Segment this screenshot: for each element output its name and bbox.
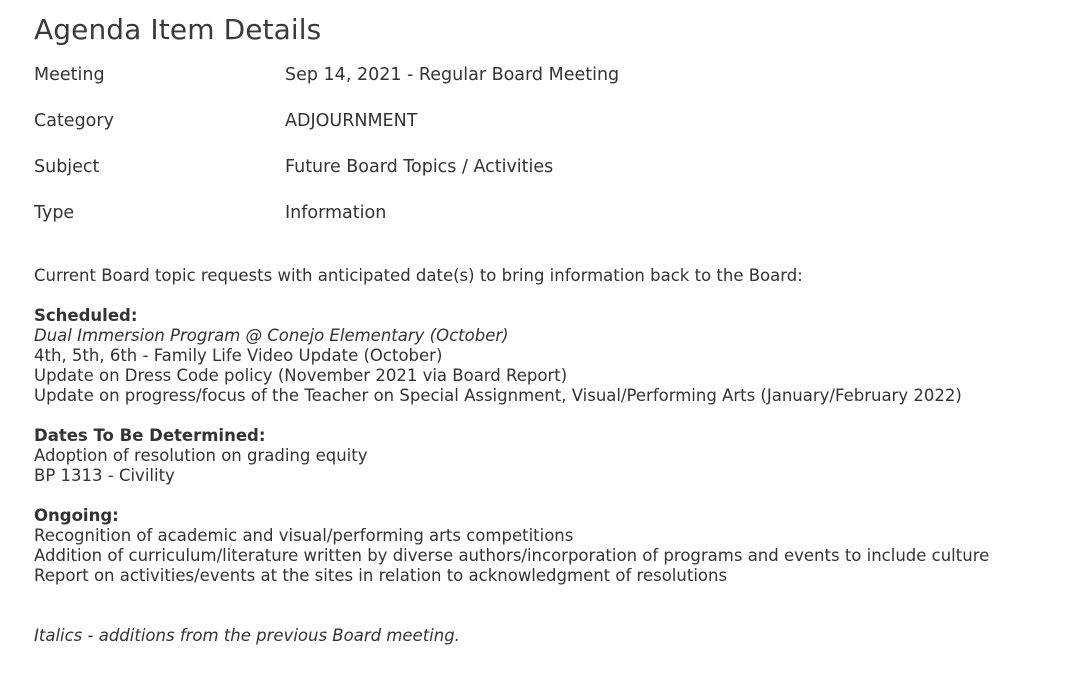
detail-row-meeting [34, 63, 934, 109]
tbd-heading: Dates To Be Determined: [34, 426, 266, 445]
page-title: Agenda Item Details [34, 13, 322, 46]
details-table [34, 63, 934, 247]
detail-row-type [34, 201, 934, 247]
scheduled-item: Dual Immersion Program @ Conejo Elementary (October) [34, 326, 509, 345]
tbd-item: Adoption of resolution on grading equity [34, 446, 368, 465]
meeting-value: Sep 14, 2021 - Regular Board Meeting [285, 65, 620, 85]
type-label: Type [34, 203, 75, 223]
italics-footnote: Italics - additions from the previous Board meeting. [34, 626, 460, 645]
ongoing-item: Recognition of academic and visual/performing arts competitions [34, 526, 574, 545]
meeting-label: Meeting [34, 65, 105, 85]
ongoing-item: Addition of curriculum/literature written by diverse authors/incorporation of programs and events to include culture [34, 546, 990, 565]
agenda-description [34, 266, 1074, 586]
ongoing-item: Report on activities/events at the sites in relation to acknowledgment of resolutions [34, 566, 728, 585]
detail-row-category [34, 109, 934, 155]
subject-label: Subject [34, 157, 100, 177]
scheduled-item: Update on Dress Code policy (November 2021 via Board Report) [34, 366, 568, 385]
category-label: Category [34, 111, 114, 131]
intro-text: Current Board topic requests with anticipated date(s) to bring information back to the Board: [34, 266, 803, 285]
category-value: ADJOURNMENT [285, 111, 418, 131]
tbd-item: BP 1313 - Civility [34, 466, 175, 485]
subject-value: Future Board Topics / Activities [285, 157, 554, 177]
detail-row-subject [34, 155, 934, 201]
type-value: Information [285, 203, 387, 223]
scheduled-heading: Scheduled: [34, 306, 138, 325]
scheduled-item: 4th, 5th, 6th - Family Life Video Update (October) [34, 346, 443, 365]
ongoing-heading: Ongoing: [34, 506, 119, 525]
scheduled-item: Update on progress/focus of the Teacher on Special Assignment, Visual/Performing Arts (January/February 2022) [34, 386, 962, 405]
